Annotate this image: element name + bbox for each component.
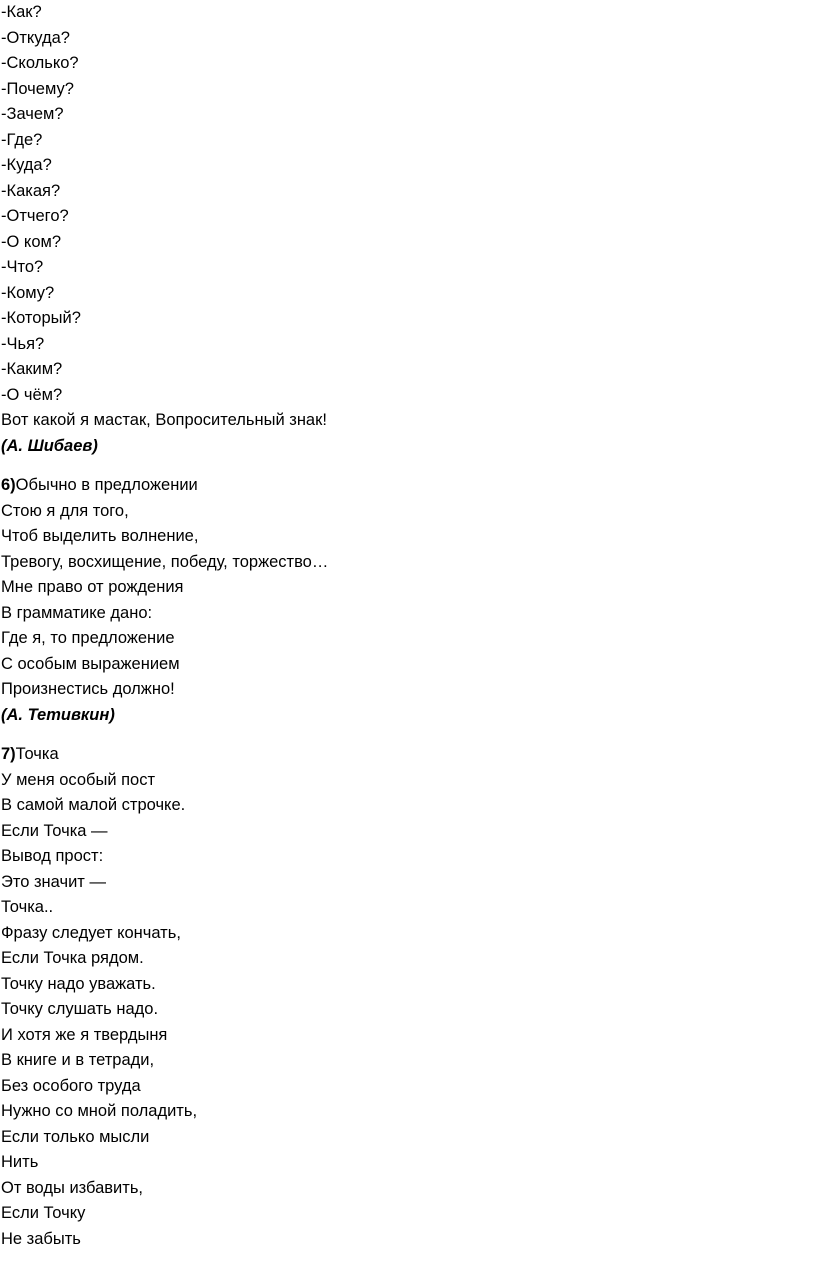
poem-line: -Как? [1,3,42,21]
poem-line: Если Точка — [1,821,108,840]
poem-line: Точку надо уважать. [1,974,156,993]
section-spacer [0,728,816,742]
poem-line: Чтоб выделить волнение, [1,527,199,545]
poem-line: В грамматике дано: [1,603,153,622]
poem-line: -Какая? [1,181,61,200]
poem-number: 6) [1,476,16,494]
poem-line: Стою я для того, [1,501,129,520]
poem-line: Нить [1,1153,39,1171]
poem-line: Если Точка рядом. [1,949,144,967]
poem-line: Нужно со мной поладить, [1,1102,198,1120]
poem-number: 7) [1,745,16,763]
poem-line: С особым выражением [1,654,180,673]
poem-line: -Отчего? [1,207,69,225]
poem-line: -Почему? [1,79,74,98]
poem-line: Фразу следует кончать, [1,923,181,942]
poem-line: -Откуда? [1,28,70,47]
poem-line: -Каким? [1,360,63,378]
poem-line: Если Точку [1,1204,86,1222]
poem-line: Вывод прост: [1,847,104,865]
poem-exclamation [0,473,816,728]
poem-line: Не забыть [1,1229,81,1248]
poem-line: Точка.. [1,898,54,916]
poem-line: -Чья? [1,334,45,353]
poem-line: -Кому? [1,283,55,302]
poem-line: -Зачем? [1,105,64,123]
poem-author: (А. Тетивкин) [1,705,115,724]
poem-line: -Куда? [1,156,52,174]
poem-line: От воды избавить, [1,1178,144,1197]
poem-first-line: Обычно в предложении [15,476,198,494]
poem-questions [0,0,816,459]
poem-line: Произнестись должно! [1,680,175,698]
poem-line: -Что? [1,258,44,276]
poem-first-line: Точка [15,745,59,763]
poem-period [0,742,816,1252]
poem-line: Где я, то предложение [1,629,175,647]
poem-line: Если только мысли [1,1127,150,1146]
poem-heading [0,473,816,499]
poem-line: -Который? [1,309,81,327]
section-spacer [0,459,816,473]
poem-line: -О чём? [1,385,63,404]
poem-line: Без особого труда [1,1076,141,1095]
poem-line: Тревогу, восхищение, победу, торжество… [1,552,329,571]
poem-line: Это значит — [1,872,106,891]
poem-line: Мне право от рождения [1,578,184,596]
poem-line: Точку слушать надо. [1,1000,159,1018]
poem-line: В самой малой строчке. [1,796,186,814]
poem-line: И хотя же я твердыня [1,1025,168,1044]
poem-heading [0,742,816,768]
poem-line: -О ком? [1,232,62,251]
poem-line: Вот какой я мастак, Вопросительный знак! [1,411,327,429]
poem-line: -Где? [1,130,43,149]
poem-line: В книге и в тетради, [1,1051,155,1069]
poem-line: У меня особый пост [1,770,156,789]
poem-author: (А. Шибаев) [1,436,98,455]
poem-line: -Сколько? [1,54,79,72]
